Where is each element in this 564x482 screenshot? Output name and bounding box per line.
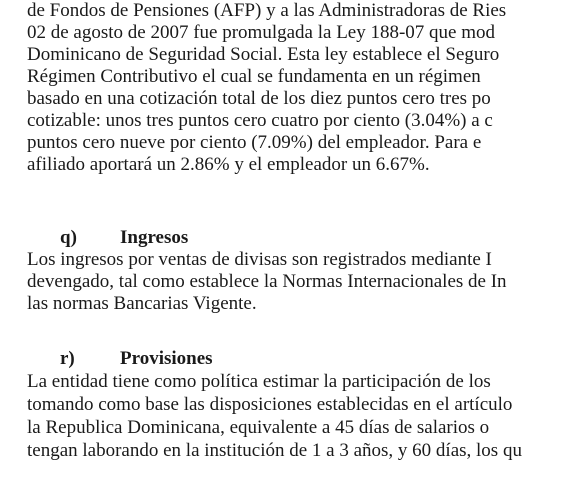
paragraph-line: basado en una cotización total de los diez puntos cero tres po bbox=[27, 88, 491, 109]
paragraph-line: cotizable: unos tres puntos cero cuatro por ciento (3.04%) a c bbox=[27, 110, 493, 131]
paragraph-line: Los ingresos por ventas de divisas son registrados mediante I bbox=[27, 249, 492, 270]
paragraph-line: Dominicano de Seguridad Social. Esta ley establece el Seguro bbox=[27, 44, 500, 65]
paragraph-line: tomando como base las disposiciones establecidas en el artículo bbox=[27, 394, 513, 415]
paragraph-line: Régimen Contributivo el cual se fundamenta en un régimen bbox=[27, 66, 481, 87]
paragraph-line: las normas Bancarias Vigente. bbox=[27, 293, 257, 314]
paragraph-line: puntos cero nueve por ciento (7.09%) del empleador. Para e bbox=[27, 132, 482, 153]
paragraph-line: tengan laborando en la institución de 1 a 3 años, y 60 días, los qu bbox=[27, 440, 522, 461]
section-r-title: Provisiones bbox=[120, 348, 213, 369]
section-q-letter: q) bbox=[60, 227, 77, 248]
paragraph-line: de Fondos de Pensiones (AFP) y a las Administradoras de Ries bbox=[27, 0, 507, 21]
paragraph-line: devengado, tal como establece la Normas Internacionales de In bbox=[27, 271, 507, 292]
paragraph-line: la Republica Dominicana, equivalente a 45 días de salarios o bbox=[27, 417, 490, 438]
paragraph-line: afiliado aportará un 2.86% y el empleador un 6.67%. bbox=[27, 154, 430, 175]
paragraph-line: 02 de agosto de 2007 fue promulgada la Ley 188-07 que mod bbox=[27, 22, 496, 43]
section-r-letter: r) bbox=[60, 348, 75, 369]
section-q-title: Ingresos bbox=[120, 227, 189, 248]
paragraph-line: La entidad tiene como política estimar la participación de los bbox=[27, 371, 491, 392]
